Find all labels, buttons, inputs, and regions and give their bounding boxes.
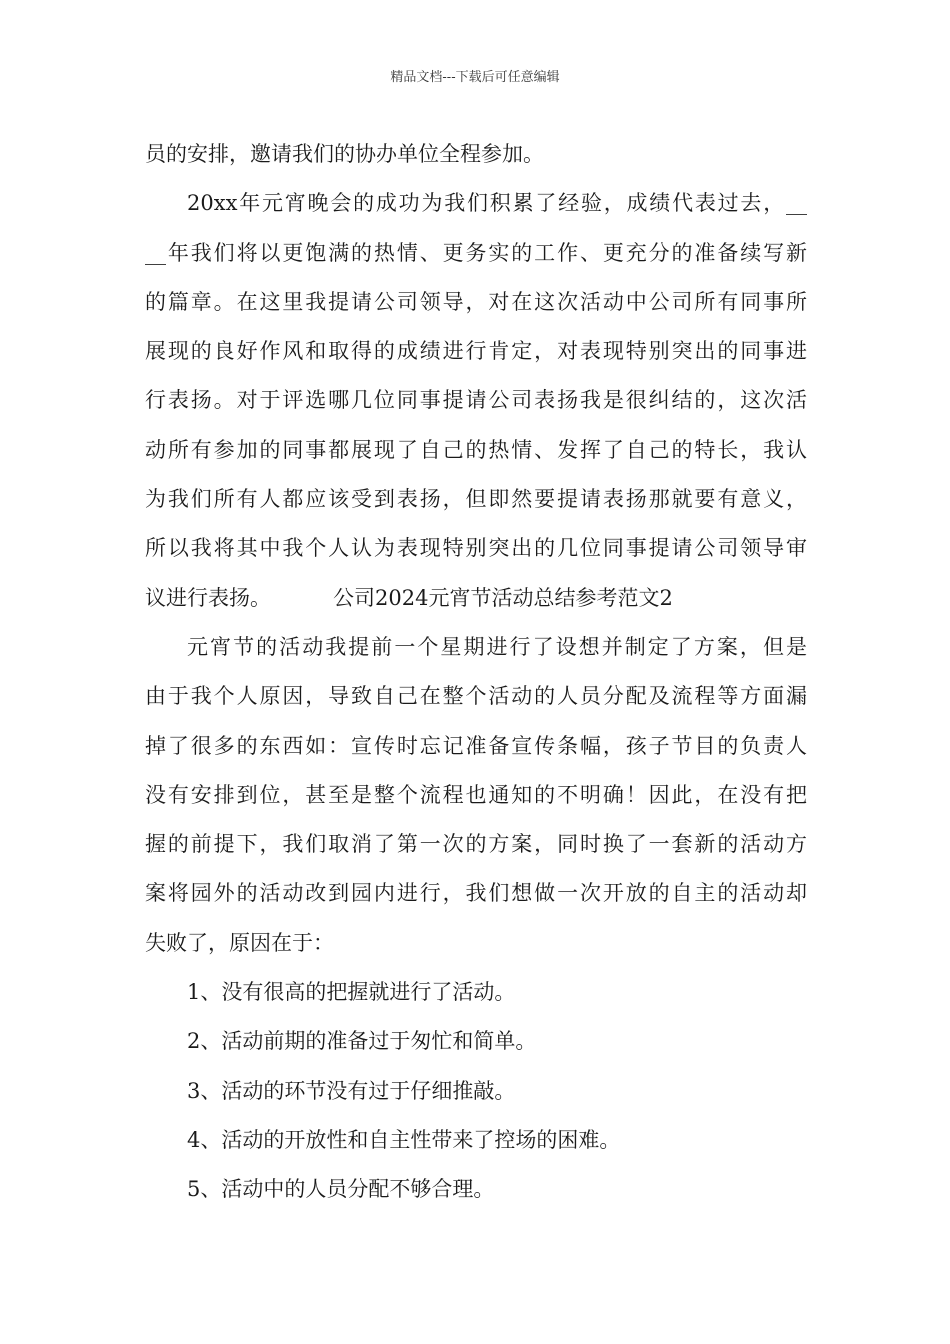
text-line: 元宵节的活动我提前一个星期进行了设想并制定了方案，但是 [187, 634, 807, 659]
text-line: 失败了，原因在于： [145, 930, 334, 955]
list-item: 1、没有很高的把握就进行了活动。 [187, 980, 516, 1005]
document-body [145, 130, 807, 1215]
text-fragment: 议进行表扬。 [145, 585, 271, 610]
text-line: 没有安排到位，甚至是整个流程也通知的不明确！因此，在没有把 [145, 782, 807, 807]
page-header: 精品文档---下载后可任意编辑 [390, 70, 560, 85]
text-line: 展现的良好作风和取得的成绩进行肯定，对表现特别突出的同事进 [145, 339, 807, 364]
text-line: 动所有参加的同事都展现了自己的热情、发挥了自己的特长，我认 [145, 437, 807, 462]
list-item: 2、活动前期的准备过于匆忙和简单。 [187, 1029, 537, 1054]
text-line: 员的安排，邀请我们的协办单位全程参加。 [145, 142, 544, 166]
list-item: 4、活动的开放性和自主性带来了控场的困难。 [187, 1127, 621, 1152]
text-line: 案将园外的活动改到园内进行，我们想做一次开放的自主的活动却 [145, 881, 807, 906]
list-item: 3、活动的环节没有过于仔细推敲。 [187, 1078, 516, 1103]
text-line [145, 574, 807, 623]
text-line: 的篇章。在这里我提请公司领导，对在这次活动中公司所有同事所 [145, 289, 807, 314]
list-item: 5、活动中的人员分配不够合理。 [187, 1177, 495, 1202]
section-title: 公司2024元宵节活动总结参考范文2 [333, 585, 673, 610]
text-line: 由于我个人原因，导致自己在整个活动的人员分配及流程等方面漏 [145, 684, 807, 709]
text-line: 掉了很多的东西如：宣传时忘记准备宣传条幅，孩子节目的负责人 [145, 733, 807, 758]
text-line: 20xx年元宵晚会的成功为我们积累了经验，成绩代表过去，__ [187, 191, 807, 216]
text-line: 所以我将其中我个人认为表现特别突出的几位同事提请公司领导审 [145, 536, 807, 561]
text-line: __年我们将以更饱满的热情、更务实的工作、更充分的准备续写新 [145, 240, 807, 265]
text-line: 握的前提下，我们取消了第一次的方案，同时换了一套新的活动方 [145, 832, 807, 857]
text-line: 行表扬。对于评选哪几位同事提请公司表扬我是很纠结的，这次活 [145, 388, 807, 413]
text-line: 为我们所有人都应该受到表扬，但即然要提请表扬那就要有意义， [145, 487, 807, 512]
